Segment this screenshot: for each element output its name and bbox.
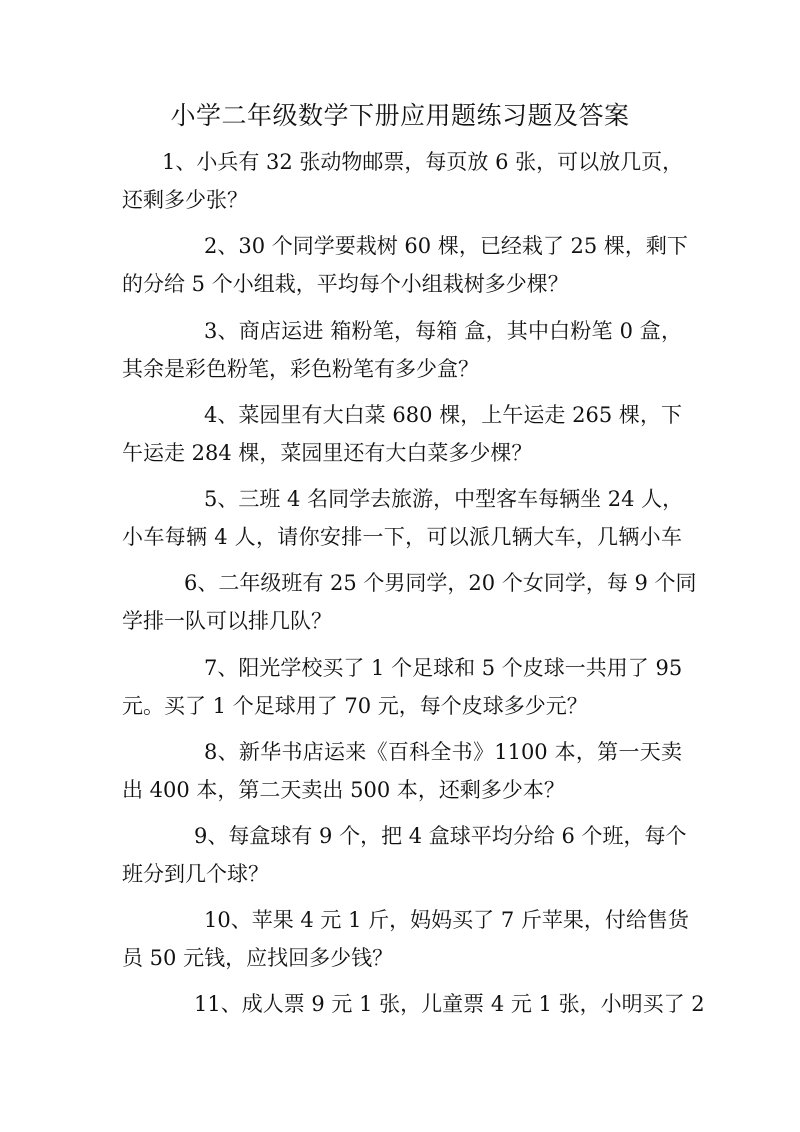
- question-7-line-2: 元。买了 1 个足球用了 70 元，每个皮球多少元？: [122, 694, 588, 718]
- question-2-line-1: 2、30 个同学要栽树 60 棵，已经栽了 25 棵，剩下: [204, 234, 688, 258]
- question-1-line-2: 还剩多少张？: [122, 188, 248, 212]
- question-11-line-1: 11、成人票 9 元 1 张，儿童票 4 元 1 张，小明买了 2: [194, 992, 705, 1016]
- question-8-line-1: 8、新华书店运来《百科全书》1100 本，第一天卖: [204, 740, 682, 764]
- question-2-line-2: 的分给 5 个小组栽，平均每个小组栽树多少棵？: [122, 272, 569, 296]
- question-9-line-1: 9、每盒球有 9 个，把 4 盒球平均分给 6 个班，每个: [194, 824, 687, 848]
- question-4-line-1: 4、菜园里有大白菜 680 棵，上午运走 265 棵，下: [204, 403, 682, 427]
- question-1-line-1: 1、小兵有 32 张动物邮票，每页放 6 张，可以放几页，: [162, 150, 684, 174]
- question-5-line-2: 小车每辆 4 人，请你安排一下，可以派几辆大车，几辆小车: [122, 525, 682, 549]
- question-7-line-1: 7、阳光学校买了 1 个足球和 5 个皮球一共用了 95: [204, 656, 683, 680]
- page-title: 小学二年级数学下册应用题练习题及答案: [170, 101, 630, 130]
- question-6-line-2: 学排一队可以排几队？: [122, 609, 332, 633]
- question-10-line-1: 10、苹果 4 元 1 斤，妈妈买了 7 斤苹果，付给售货: [204, 908, 689, 932]
- question-5-line-1: 5、三班 4 名同学去旅游，中型客车每辆坐 24 人，: [204, 487, 684, 511]
- question-10-line-2: 员 50 元钱，应找回多少钱？: [122, 946, 394, 970]
- question-3-line-2: 其余是彩色粉笔，彩色粉笔有多少盒？: [122, 357, 479, 381]
- question-8-line-2: 出 400 本，第二天卖出 500 本，还剩多少本？: [122, 778, 565, 802]
- question-9-line-2: 班分到几个球？: [122, 862, 269, 886]
- question-3-line-1: 3、商店运进 箱粉笔，每箱 盒，其中白粉笔 0 盒，: [204, 319, 682, 343]
- question-4-line-2: 午运走 284 棵，菜园里还有大白菜多少棵？: [122, 441, 533, 465]
- question-6-line-1: 6、二年级班有 25 个男同学，20 个女同学，每 9 个同: [184, 571, 697, 595]
